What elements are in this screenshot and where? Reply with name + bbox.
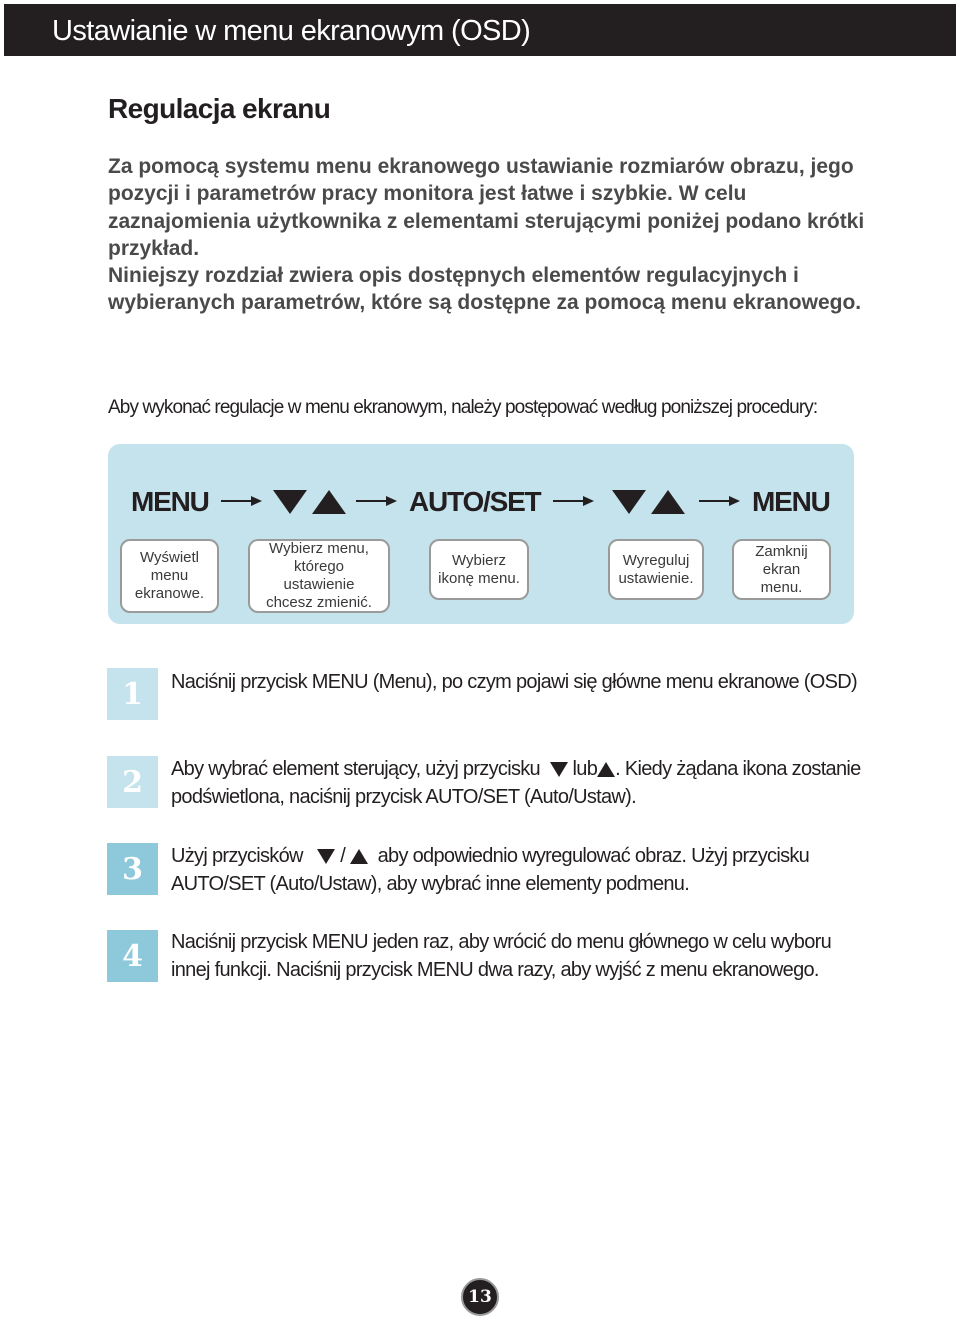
intro-paragraph-1: Za pomocą systemu menu ekranowego ustawianie rozmiarów obrazu, jego pozycji i parametrów pracy monitora jest łatwe i szybkie. W celu zaznajomienia użytkownika z elementami sterującymi poniżej podano krótki przykład. <box>108 155 865 260</box>
step-2-text-b: lub <box>572 758 598 780</box>
step-2-text <box>171 756 861 811</box>
triangle-up-icon <box>312 490 346 514</box>
step-number-2: 2 <box>107 756 158 808</box>
flow-box-label: Wyreguluj ustawienie. <box>618 551 694 587</box>
step-2-text-a: Aby wybrać element sterujący, użyj przycisku <box>171 758 540 780</box>
triangle-up-icon <box>651 490 685 514</box>
flow-box-label: Wybierz ikonę menu. <box>438 551 520 587</box>
flow-label-menu-start: MENU <box>131 486 209 517</box>
flow-box-label: Zamknij ekran menu. <box>755 542 808 596</box>
step-number-3: 3 <box>107 843 158 895</box>
flow-box-select-menu <box>248 539 390 613</box>
step-3-text-b: / <box>340 845 346 867</box>
page-number: 13 <box>461 1278 499 1316</box>
step-3-text-c: aby odpowiednio wyregulować obraz. Użyj przycisku AUTO/SET (Auto/Ustaw), aby wybrać inne elementy podmenu. <box>171 845 810 895</box>
arrow-right-icon <box>553 493 595 509</box>
intro-paragraph-2: Niniejszy rozdział zwiera opis dostępnych elementów regulacyjnych i wybieranych parametrów, które są dostępne za pomocą menu ekranowego. <box>108 264 862 315</box>
step-1-text: Naciśnij przycisk MENU (Menu), po czym pojawi się główne menu ekranowe (OSD) <box>171 671 857 693</box>
triangle-up-icon <box>597 762 615 777</box>
flow-box-label: Wybierz menu, którego ustawienie chcesz zmienić. <box>266 540 372 611</box>
triangle-down-icon <box>612 490 646 514</box>
flow-label-menu-end: MENU <box>752 486 830 517</box>
flow-box-label: Wyświetl menu ekranowe. <box>134 549 205 602</box>
triangle-down-icon <box>317 849 335 864</box>
procedure-text: Aby wykonać regulacje w menu ekranowym, należy postępować według poniższej procedury: <box>108 397 818 418</box>
flow-box-select-icon <box>429 539 529 600</box>
section-title: Regulacja ekranu <box>108 93 331 124</box>
flow-box-show-menu <box>120 539 219 613</box>
triangle-down-icon <box>273 490 307 514</box>
flow-box-close <box>732 539 831 600</box>
arrow-right-icon <box>699 493 741 509</box>
step-4-text: Naciśnij przycisk MENU jeden raz, aby wrócić do menu głównego w celu wyboru innej funkcji. Naciśnij przycisk MENU dwa razy, aby wyjść z menu ekranowego. <box>171 931 832 981</box>
flow-label-auto-set: AUTO/SET <box>409 486 541 517</box>
step-number-4: 4 <box>107 930 158 982</box>
flow-box-adjust <box>608 539 704 600</box>
triangle-down-icon <box>550 762 568 777</box>
page-header-title: Ustawianie w menu ekranowym (OSD) <box>52 15 531 47</box>
triangle-up-icon <box>350 849 368 864</box>
arrow-right-icon <box>356 493 398 509</box>
step-3-text <box>171 843 861 898</box>
header-bar <box>4 4 956 56</box>
step-number-1: 1 <box>107 668 158 720</box>
arrow-right-icon <box>221 493 263 509</box>
step-3-text-a: Użyj przycisków <box>171 845 303 867</box>
intro-text <box>108 153 868 317</box>
step-2-text-c: . Kiedy żądana ikona zostanie podświetlona, naciśnij przycisk AUTO/SET (Auto/Ustaw). <box>171 758 861 808</box>
